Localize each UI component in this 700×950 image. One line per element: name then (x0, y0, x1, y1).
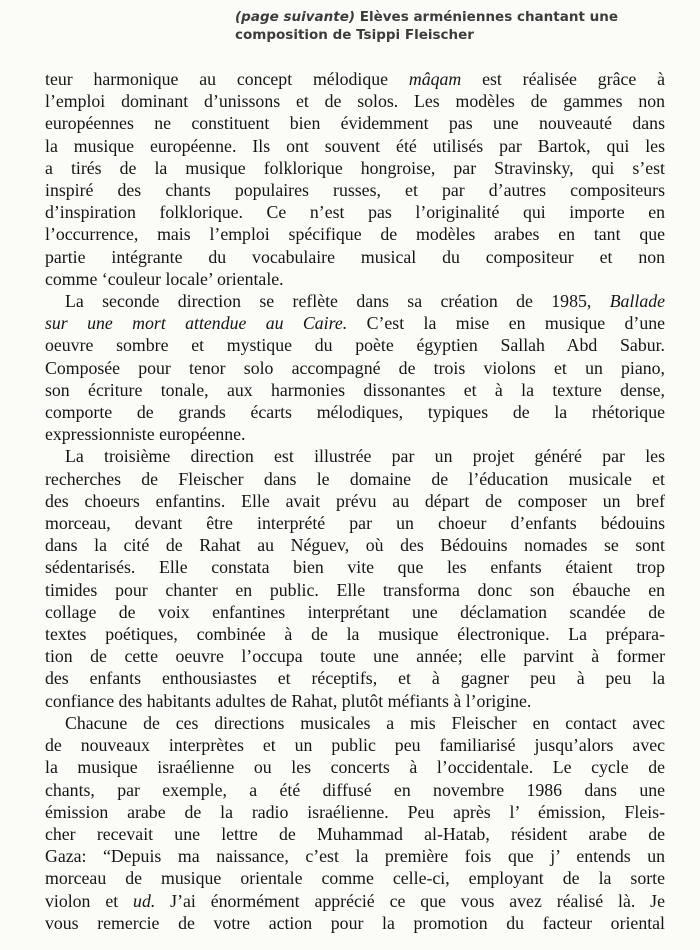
italic-text: mâqam (408, 69, 462, 89)
text-line (45, 223, 665, 245)
text-line (45, 246, 665, 268)
italic-text: ud. (133, 890, 156, 911)
text-line (45, 423, 665, 445)
text-line (45, 290, 665, 312)
text-line (45, 867, 665, 889)
text-line (45, 623, 665, 645)
text-segment: Composée pour tenor solo accompagné de trois violons et un piano, (45, 357, 665, 378)
text-line (45, 845, 665, 867)
text-segment: des choeurs enfantins. Elle avait prévu au départ de composer un bref (45, 490, 665, 511)
text-line (45, 68, 665, 90)
text-segment: La seconde direction se reflète dans sa création de 1985, (65, 291, 610, 312)
text-segment: des enfants enthousiastes et réceptifs, et à gagner peu à peu la (45, 668, 665, 689)
caption-text: Elèves arméniennes chantant une composition de Tsippi Fleischer (235, 9, 618, 43)
text-line (45, 135, 665, 157)
text-line (45, 112, 665, 134)
text-segment: dans la cité de Rahat au Néguev, où des Bédouins nomades se sont (45, 535, 665, 556)
text-segment: morceau, devant être interprété par un choeur d’enfants bédouins (45, 513, 665, 534)
text-line (45, 157, 665, 179)
text-line (45, 823, 665, 845)
text-segment: l’emploi dominant d’unissons et de solos. Les modèles de gammes non (45, 91, 665, 112)
text-line (45, 801, 665, 823)
text-segment: inspiré des chants populaires russes, et par d’autres compositeurs (45, 180, 665, 201)
text-line (45, 534, 665, 556)
text-segment: violon et (45, 890, 134, 911)
text-segment: teur harmonique au concept mélodique (45, 69, 409, 89)
text-segment: comme ‘couleur locale’ orientale. (45, 268, 284, 289)
text-line (45, 667, 665, 689)
text-segment: de nouveaux interprètes et un public peu familiarisé jusqu’alors avec (45, 735, 665, 756)
text-segment: comporte de grands écarts mélodiques, typiques de la rhétorique (45, 402, 665, 423)
italic-text: Ballade (609, 291, 665, 312)
text-line (45, 512, 665, 534)
text-segment: la musique européenne. Ils ont souvent été utilisés par Bartok, qui les (45, 135, 665, 156)
text-line (45, 890, 665, 912)
text-segment: cher recevait une lettre de Muhammad al-Hatab, résident arabe de (45, 823, 665, 844)
photo-caption (235, 8, 665, 44)
text-segment: est réalisée grâce à (461, 69, 665, 89)
text-segment: sédentarisés. Elle constata bien vite que les enfants étaient trop (45, 557, 665, 578)
text-line (45, 690, 665, 712)
text-line (45, 379, 665, 401)
text-segment: d’inspiration folklorique. Ce n’est pas l’originalité qui importe en (45, 202, 665, 223)
text-segment: la musique israélienne ou les concerts à l’occidentale. Le cycle de (45, 757, 665, 778)
text-line (45, 579, 665, 601)
text-line (45, 357, 665, 379)
text-line (45, 601, 665, 623)
italic-text: sur une mort attendue au Caire. (45, 313, 348, 334)
caption-reference: (page suivante) (235, 9, 356, 25)
text-segment: expressionniste européenne. (45, 424, 246, 445)
text-segment: La troisième direction est illustrée par un projet généré par les (65, 446, 665, 467)
text-segment: J’ai énormément apprécié ce que vous avez réalisé là. Je (155, 890, 665, 911)
text-segment: confiance des habitants adultes de Rahat, plutôt méfiants à l’origine. (45, 690, 532, 711)
text-segment: vous remercie de votre action pour la promotion du facteur oriental (45, 912, 665, 933)
text-line (45, 468, 665, 490)
text-line (45, 912, 665, 934)
text-segment: timides pour chanter en public. Elle transforma donc son ébauche en (45, 579, 665, 600)
text-segment: européennes ne constituent bien évidemment pas une nouveauté dans (45, 113, 665, 134)
text-segment: partie intégrante du vocabulaire musical du compositeur et non (45, 246, 665, 267)
text-segment: l’occurrence, mais l’emploi spécifique de modèles arabes en tant que (45, 224, 665, 245)
text-line (45, 779, 665, 801)
text-line (45, 712, 665, 734)
text-line (45, 490, 665, 512)
text-line (45, 401, 665, 423)
text-line (45, 90, 665, 112)
text-line (45, 734, 665, 756)
text-segment: Chacune de ces directions musicales a mis Fleischer en contact avec (65, 712, 665, 733)
text-segment: oeuvre sombre et mystique du poète égyptien Sallah Abd Sabur. (45, 335, 665, 356)
body-text (45, 68, 665, 934)
text-line (45, 179, 665, 201)
text-line (45, 556, 665, 578)
text-segment: recherches de Fleischer dans le domaine de l’éducation musicale et (45, 468, 665, 489)
text-line (45, 201, 665, 223)
text-segment: morceau de musique orientale comme celle-ci, employant de la sorte (45, 868, 665, 889)
text-line (45, 334, 665, 356)
text-segment: tion de cette oeuvre l’occupa toute une année; elle parvint à former (45, 646, 665, 667)
text-segment: Gaza: “Depuis ma naissance, c’est la première fois que j’ entends un (45, 846, 665, 867)
text-segment: son écriture tonale, aux harmonies dissonantes et à la texture dense, (45, 379, 665, 400)
text-line (45, 445, 665, 467)
text-segment: textes poétiques, combinée à de la musique électronique. La prépara- (45, 624, 665, 645)
text-line (45, 756, 665, 778)
text-line (45, 268, 665, 290)
text-line (45, 312, 665, 334)
text-segment: C’est la mise en musique d’une (347, 313, 665, 334)
text-segment: émission arabe de la radio israélienne. Peu après l’ émission, Fleis- (45, 801, 665, 822)
text-segment: collage de voix enfantines interprétant une déclamation scandée de (45, 601, 665, 622)
text-segment: a tirés de la musique folklorique hongroise, par Stravinsky, qui s’est (45, 157, 665, 178)
text-line (45, 645, 665, 667)
text-segment: chants, par exemple, a été diffusé en novembre 1986 dans une (45, 779, 665, 800)
